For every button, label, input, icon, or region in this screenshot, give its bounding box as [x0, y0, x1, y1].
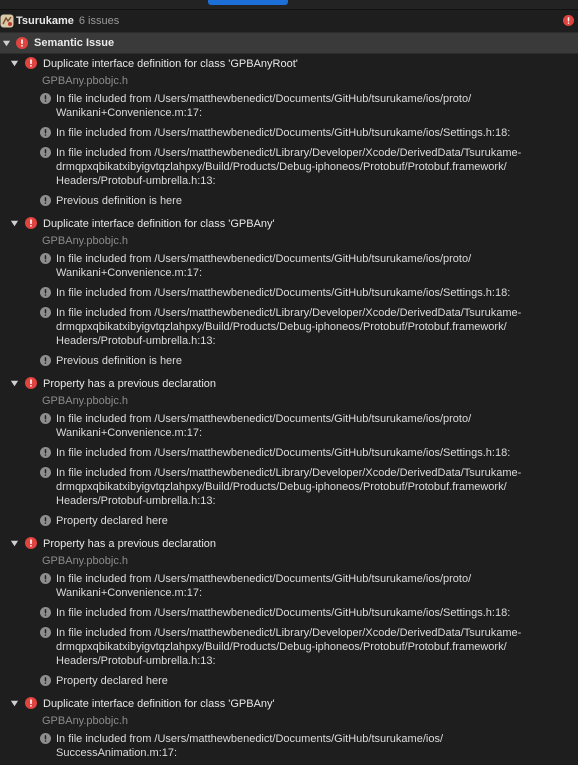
note-text: Previous definition is here [56, 195, 182, 207]
disclosure-triangle-down-icon[interactable] [10, 699, 20, 708]
note-text: Property declared here [56, 515, 168, 527]
info-note-icon [40, 195, 51, 206]
issue-note[interactable] [0, 286, 578, 300]
note-text: In file included from /Users/matthewbenedict/Documents/GitHub/tsurukame/ios/proto/ Wanikani+Convenience.m:17: [56, 573, 472, 599]
issue-title: Duplicate interface definition for class 'GPBAnyRoot' [43, 58, 298, 70]
active-tab-indicator[interactable] [208, 0, 288, 5]
info-note-icon [40, 127, 51, 138]
disclosure-triangle-down-icon[interactable] [10, 59, 20, 68]
issue-note[interactable] [0, 572, 578, 600]
error-icon [25, 57, 37, 69]
issue-row[interactable] [0, 694, 578, 714]
info-note-icon [40, 573, 51, 584]
disclosure-triangle-down-icon[interactable] [2, 39, 12, 48]
note-text: In file included from /Users/matthewbenedict/Library/Developer/Xcode/DerivedData/Tsurukame- drmqpxqbikatxibyigvtqzlahpxy/Build/Products/Debug-iphoneos/Protobuf/Protobuf.framework/ Headers/Protobuf-umbrella.h:13: [56, 147, 522, 187]
issue-file-name: GPBAny.pbobjc.h [42, 75, 129, 87]
issue-file-name: GPBAny.pbobjc.h [42, 715, 129, 727]
info-note-icon [40, 627, 51, 638]
note-text: Previous definition is here [56, 355, 182, 367]
issue-group-semantic[interactable] [0, 32, 578, 54]
note-text: In file included from /Users/matthewbenedict/Documents/GitHub/tsurukame/ios/proto/ Wanikani+Convenience.m:17: [56, 253, 472, 279]
issue-title: Duplicate interface definition for class 'GPBAny' [43, 698, 275, 710]
issue-note[interactable] [0, 446, 578, 460]
issue-note[interactable] [0, 626, 578, 668]
issue-title: Property has a previous declaration [43, 538, 217, 550]
issue-file-name: GPBAny.pbobjc.h [42, 555, 129, 567]
issue [0, 694, 578, 760]
info-note-icon [40, 447, 51, 458]
disclosure-triangle-down-icon[interactable] [10, 379, 20, 388]
info-note-icon [40, 253, 51, 264]
issue-row[interactable] [0, 534, 578, 554]
window-toolbar [0, 0, 578, 10]
note-text: In file included from /Users/matthewbenedict/Documents/GitHub/tsurukame/ios/Settings.h:18: [56, 447, 511, 459]
issue-list [0, 54, 578, 760]
issue-row[interactable] [0, 374, 578, 394]
issue-note[interactable] [0, 92, 578, 120]
issue-row[interactable] [0, 214, 578, 234]
note-text: In file included from /Users/matthewbenedict/Library/Developer/Xcode/DerivedData/Tsurukame- drmqpxqbikatxibyigvtqzlahpxy/Build/Products/Debug-iphoneos/Protobuf/Protobuf.framework/ Headers/Protobuf-umbrella.h:13: [56, 627, 522, 667]
issue [0, 54, 578, 208]
project-name: Tsurukame [16, 15, 74, 27]
info-note-icon [40, 515, 51, 526]
issue-note[interactable] [0, 252, 578, 280]
note-text: In file included from /Users/matthewbenedict/Documents/GitHub/tsurukame/ios/proto/ Wanikani+Convenience.m:17: [56, 93, 472, 119]
note-text: In file included from /Users/matthewbenedict/Documents/GitHub/tsurukame/ios/ SuccessAnimation.m:17: [56, 733, 443, 759]
issue-note[interactable] [0, 354, 578, 368]
issue-count: 6 issues [78, 15, 120, 27]
issue-title: Property has a previous declaration [43, 378, 217, 390]
note-text: In file included from /Users/matthewbenedict/Documents/GitHub/tsurukame/ios/proto/ Wanikani+Convenience.m:17: [56, 413, 472, 439]
note-text: Property declared here [56, 675, 168, 687]
issue-note[interactable] [0, 146, 578, 188]
issue-note[interactable] [0, 466, 578, 508]
issue-note[interactable] [0, 606, 578, 620]
project-row[interactable] [0, 10, 578, 32]
issue-note[interactable] [0, 514, 578, 528]
issue-note[interactable] [0, 194, 578, 208]
group-label: Semantic Issue [34, 37, 115, 49]
issue [0, 374, 578, 528]
note-text: In file included from /Users/matthewbenedict/Documents/GitHub/tsurukame/ios/Settings.h:18: [56, 127, 511, 139]
info-note-icon [40, 413, 51, 424]
issue-file-name: GPBAny.pbobjc.h [42, 395, 129, 407]
note-text: In file included from /Users/matthewbenedict/Library/Developer/Xcode/DerivedData/Tsurukame- drmqpxqbikatxibyigvtqzlahpxy/Build/Products/Debug-iphoneos/Protobuf/Protobuf.framework/ Headers/Protobuf-umbrella.h:13: [56, 467, 522, 507]
disclosure-triangle-down-icon[interactable] [10, 539, 20, 548]
app-project-icon [0, 14, 14, 28]
note-text: In file included from /Users/matthewbenedict/Documents/GitHub/tsurukame/ios/Settings.h:18: [56, 287, 511, 299]
info-note-icon [40, 607, 51, 618]
info-note-icon [40, 307, 51, 318]
info-note-icon [40, 675, 51, 686]
error-icon [25, 377, 37, 389]
issue [0, 534, 578, 688]
error-icon [25, 697, 37, 709]
error-icon [16, 37, 28, 49]
info-note-icon [40, 467, 51, 478]
issue-title: Duplicate interface definition for class 'GPBAny' [43, 218, 275, 230]
note-text: In file included from /Users/matthewbenedict/Documents/GitHub/tsurukame/ios/Settings.h:18: [56, 607, 511, 619]
issue-row[interactable] [0, 54, 578, 74]
error-icon [563, 15, 574, 29]
issue-note[interactable] [0, 674, 578, 688]
issue-note[interactable] [0, 732, 578, 760]
disclosure-triangle-down-icon[interactable] [10, 219, 20, 228]
info-note-icon [40, 147, 51, 158]
issue [0, 214, 578, 368]
issue-file-name: GPBAny.pbobjc.h [42, 235, 129, 247]
info-note-icon [40, 287, 51, 298]
info-note-icon [40, 733, 51, 744]
error-icon [25, 537, 37, 549]
error-icon [25, 217, 37, 229]
issue-note[interactable] [0, 126, 578, 140]
note-text: In file included from /Users/matthewbenedict/Library/Developer/Xcode/DerivedData/Tsurukame- drmqpxqbikatxibyigvtqzlahpxy/Build/Products/Debug-iphoneos/Protobuf/Protobuf.framework/ Headers/Protobuf-umbrella.h:13: [56, 307, 522, 347]
info-note-icon [40, 93, 51, 104]
issue-note[interactable] [0, 412, 578, 440]
info-note-icon [40, 355, 51, 366]
issue-note[interactable] [0, 306, 578, 348]
